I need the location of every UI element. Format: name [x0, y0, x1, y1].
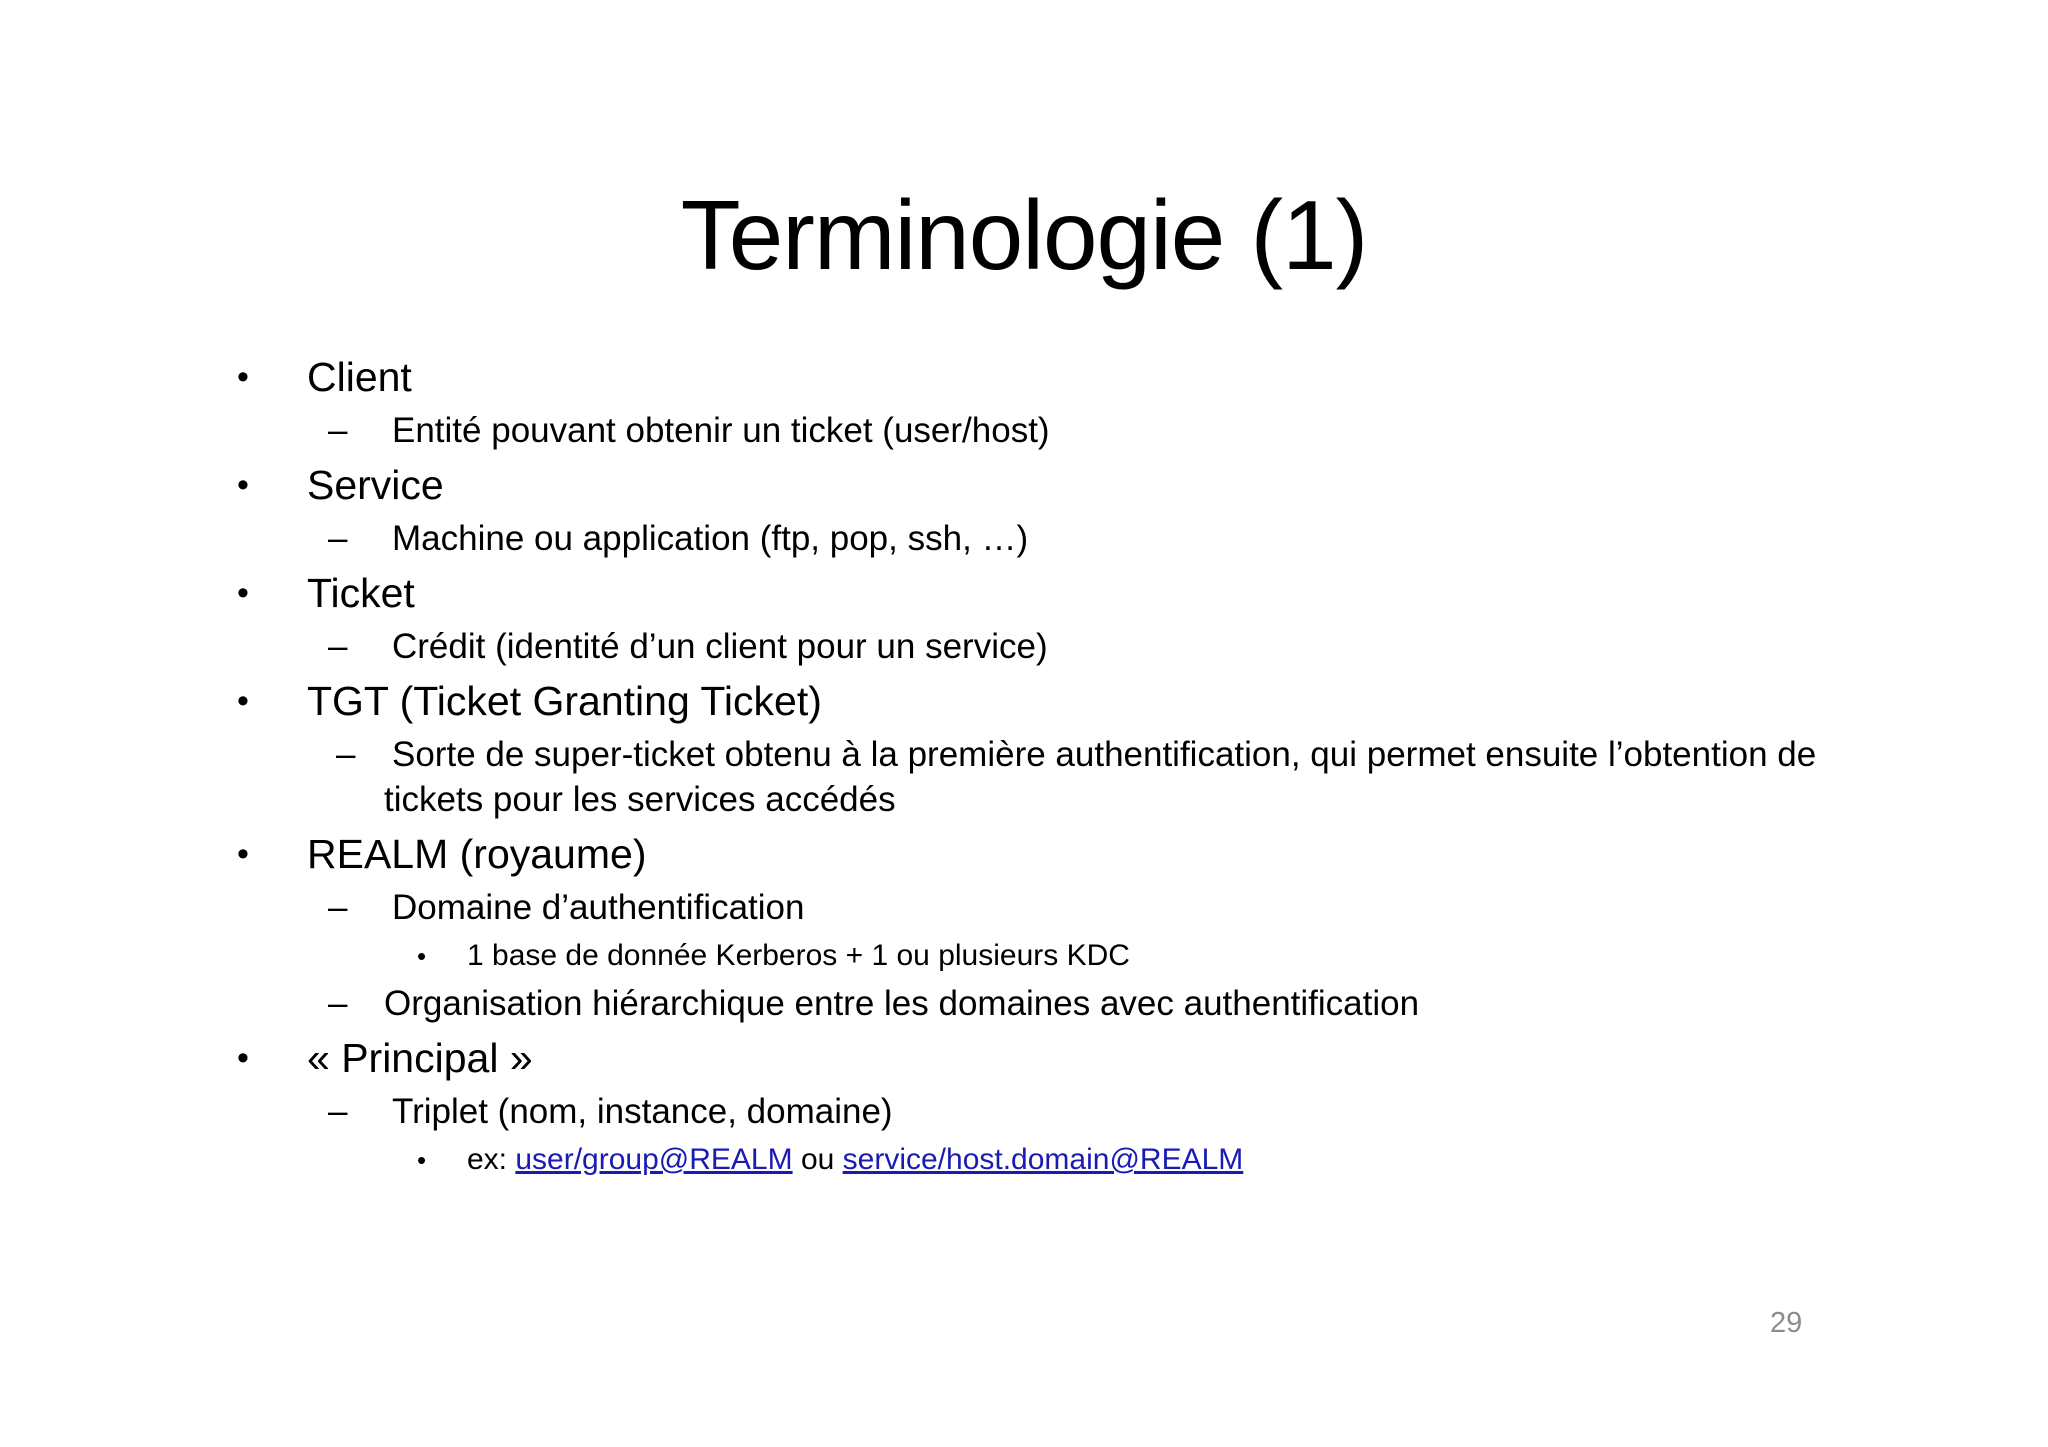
sub-item-text: Organisation hiérarchique entre les domaines avec authentification	[384, 984, 1420, 1023]
term-label: REALM (royaume)	[307, 831, 647, 877]
term-label: Service	[307, 462, 444, 508]
sub-item	[237, 624, 1857, 669]
sub-item	[237, 516, 1857, 561]
sub-item	[237, 408, 1857, 453]
dash-marker: –	[328, 519, 348, 558]
bullet-marker: •	[237, 358, 249, 396]
dash-marker: –	[328, 411, 348, 450]
page-number: 29	[1770, 1307, 1803, 1339]
term-label: Ticket	[307, 570, 415, 616]
bullet-item-service	[237, 457, 1857, 513]
dash-marker: –	[336, 735, 356, 774]
term-label: Client	[307, 354, 412, 400]
bullet-item-ticket	[237, 565, 1857, 621]
dash-marker: –	[328, 627, 348, 666]
example-prefix: ex:	[467, 1143, 516, 1176]
sub-item	[237, 1089, 1857, 1134]
term-label: TGT (Ticket Granting Ticket)	[307, 678, 822, 724]
bullet-list	[237, 348, 1857, 1184]
bullet-marker: •	[417, 1145, 427, 1175]
sub-sub-item-text: 1 base de donnée Kerberos + 1 ou plusieurs KDC	[467, 939, 1130, 972]
dash-marker: –	[328, 1092, 348, 1131]
bullet-marker: •	[237, 574, 249, 612]
principal-link-user[interactable]: user/group@REALM	[515, 1143, 793, 1176]
bullet-marker: •	[237, 1039, 249, 1077]
bullet-item-client	[237, 349, 1857, 405]
bullet-item-realm	[237, 826, 1857, 882]
bullet-marker: •	[237, 682, 249, 720]
sub-item-text: Crédit (identité d’un client pour un service)	[392, 627, 1048, 666]
slide-title: Terminologie (1)	[680, 180, 1368, 290]
dash-marker: –	[328, 984, 348, 1023]
bullet-marker: •	[417, 941, 427, 971]
principal-link-service[interactable]: service/host.domain@REALM	[842, 1143, 1244, 1176]
dash-marker: –	[328, 888, 348, 927]
sub-item-text: Triplet (nom, instance, domaine)	[392, 1092, 893, 1131]
sub-sub-item	[237, 934, 1857, 978]
example-line	[237, 1138, 1857, 1182]
sub-item-text: Machine ou application (ftp, pop, ssh, …)	[392, 519, 1029, 558]
bullet-marker: •	[237, 835, 249, 873]
sub-item	[237, 885, 1857, 930]
sub-item-text: Domaine d’authentification	[392, 888, 805, 927]
sub-item	[237, 981, 1857, 1026]
sub-item	[237, 732, 1857, 822]
bullet-marker: •	[237, 466, 249, 504]
bullet-item-tgt	[237, 673, 1857, 729]
bullet-item-principal	[237, 1030, 1857, 1086]
term-label: « Principal »	[307, 1035, 533, 1081]
sub-item-text: Sorte de super-ticket obtenu à la première authentification, qui permet ensuite l’obtention de tickets pour les services accédés	[384, 735, 1817, 819]
example-separator: ou	[792, 1143, 843, 1176]
sub-item-text: Entité pouvant obtenir un ticket (user/host)	[392, 411, 1050, 450]
